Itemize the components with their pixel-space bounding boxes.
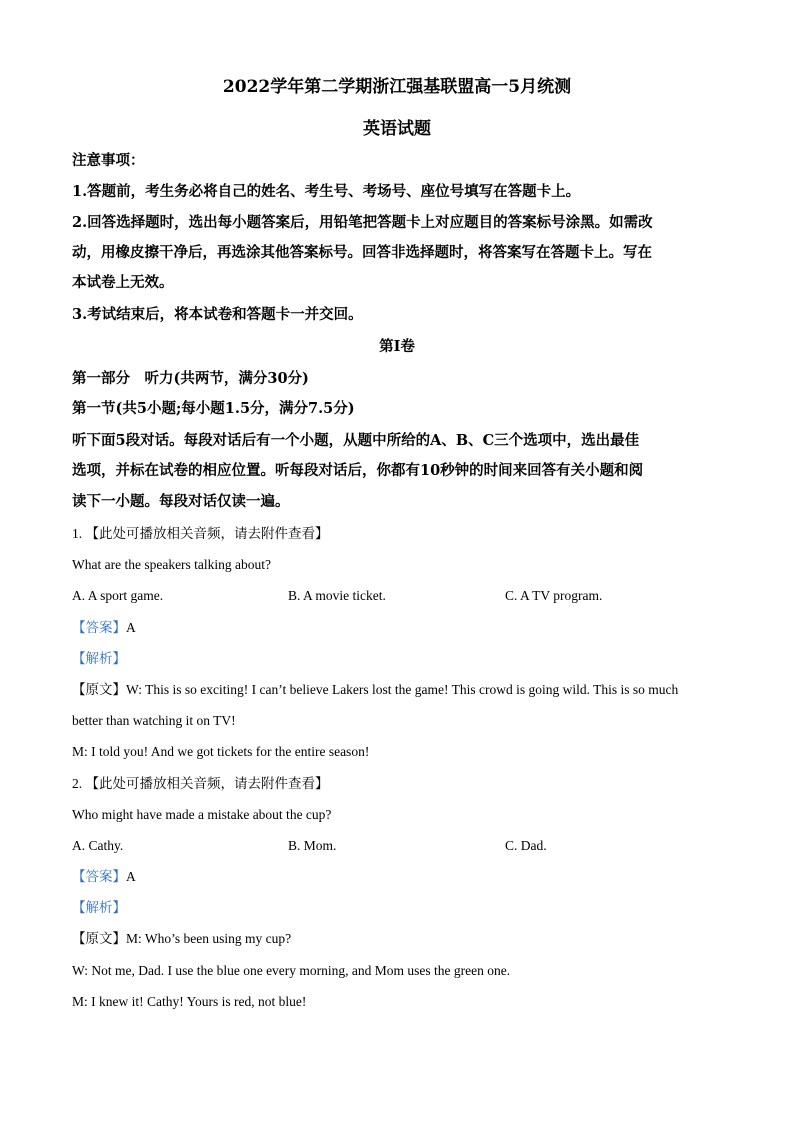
transcript-line-3: M: I told you! And we got tickets for the entire season! bbox=[72, 744, 370, 759]
option-a: A. Cathy. bbox=[72, 838, 124, 853]
original-tag: 【原文】 bbox=[72, 682, 126, 698]
transcript-line-2: W: Not me, Dad. I use the blue one every morning, and Mom uses the green one. bbox=[72, 963, 511, 978]
question-number: 1. bbox=[72, 526, 83, 541]
instructions-line-2: 选项，并标在试卷的相应位置。听每段对话后，你都有10秒钟的时间来回答有关小题和阅 bbox=[72, 462, 644, 479]
volume-heading: 第I卷 bbox=[379, 338, 415, 355]
notes-item-2-line-2: 动，用橡皮擦干净后，再选涂其他答案标号。回答非选择题时，将答案写在答题卡上。写在 bbox=[72, 244, 652, 261]
option-c: C. Dad. bbox=[505, 838, 547, 853]
answer-value: A bbox=[126, 620, 136, 635]
option-b: B. A movie ticket. bbox=[288, 588, 386, 603]
transcript-line-3: M: I knew it! Cathy! Yours is red, not blue! bbox=[72, 994, 307, 1009]
exam-title: 2022学年第二学期浙江强基联盟高一5月统测 bbox=[222, 77, 572, 97]
original-tag: 【原文】 bbox=[72, 931, 126, 947]
answer-line bbox=[72, 618, 136, 638]
question-number: 2. bbox=[72, 776, 83, 791]
transcript-text: W: This is so exciting! I can’t believe Lakers lost the game! This crowd is going wild. This is so much bbox=[126, 682, 679, 697]
option-a: A. A sport game. bbox=[72, 588, 164, 603]
answer-tag: 【答案】 bbox=[72, 869, 126, 885]
notes-item-2-line-1: 2.回答选择题时，选出每小题答案后，用铅笔把答题卡上对应题目的答案标号涂黑。如需改 bbox=[72, 214, 653, 231]
transcript-text: M: Who’s been using my cup? bbox=[126, 931, 292, 946]
analysis-tag: 【解析】 bbox=[72, 651, 126, 667]
notes-heading: 注意事项： bbox=[72, 152, 145, 169]
answer-tag: 【答案】 bbox=[72, 620, 126, 636]
question-2-text: Who might have made a mistake about the cup? bbox=[72, 807, 332, 822]
option-c: C. A TV program. bbox=[505, 588, 603, 603]
notes-item-2-line-3: 本试卷上无效。 bbox=[72, 274, 174, 291]
instructions-line-3: 读下一小题。每段对话仅读一遍。 bbox=[72, 493, 290, 510]
analysis-line bbox=[72, 898, 126, 918]
part-heading: 第一部分 听力(共两节，满分30分) bbox=[72, 370, 309, 387]
notes-item-3: 3.考试结束后，将本试卷和答题卡一并交回。 bbox=[72, 306, 363, 323]
answer-value: A bbox=[126, 869, 136, 884]
question-1-text: What are the speakers talking about? bbox=[72, 557, 272, 572]
question-2-header bbox=[72, 774, 329, 794]
section-heading: 第一节(共5小题;每小题1.5分，满分7.5分) bbox=[72, 400, 355, 417]
notes-item-1: 1.答题前，考生务必将自己的姓名、考生号、考场号、座位号填写在答题卡上。 bbox=[72, 183, 581, 200]
question-1-header bbox=[72, 524, 329, 544]
transcript-line-1 bbox=[72, 680, 678, 700]
exam-subtitle: 英语试题 bbox=[363, 119, 431, 139]
analysis-line bbox=[72, 649, 126, 669]
answer-line bbox=[72, 867, 136, 887]
option-b: B. Mom. bbox=[288, 838, 337, 853]
analysis-tag: 【解析】 bbox=[72, 900, 126, 916]
audio-placeholder[interactable]: 【此处可播放相关音频，请去附件查看】 bbox=[85, 526, 329, 542]
instructions-line-1: 听下面5段对话。每段对话后有一个小题，从题中所给的A、B、C三个选项中，选出最佳 bbox=[72, 432, 640, 449]
audio-placeholder[interactable]: 【此处可播放相关音频，请去附件查看】 bbox=[85, 776, 329, 792]
transcript-line-2: better than watching it on TV! bbox=[72, 713, 236, 728]
transcript-line-1 bbox=[72, 929, 291, 949]
